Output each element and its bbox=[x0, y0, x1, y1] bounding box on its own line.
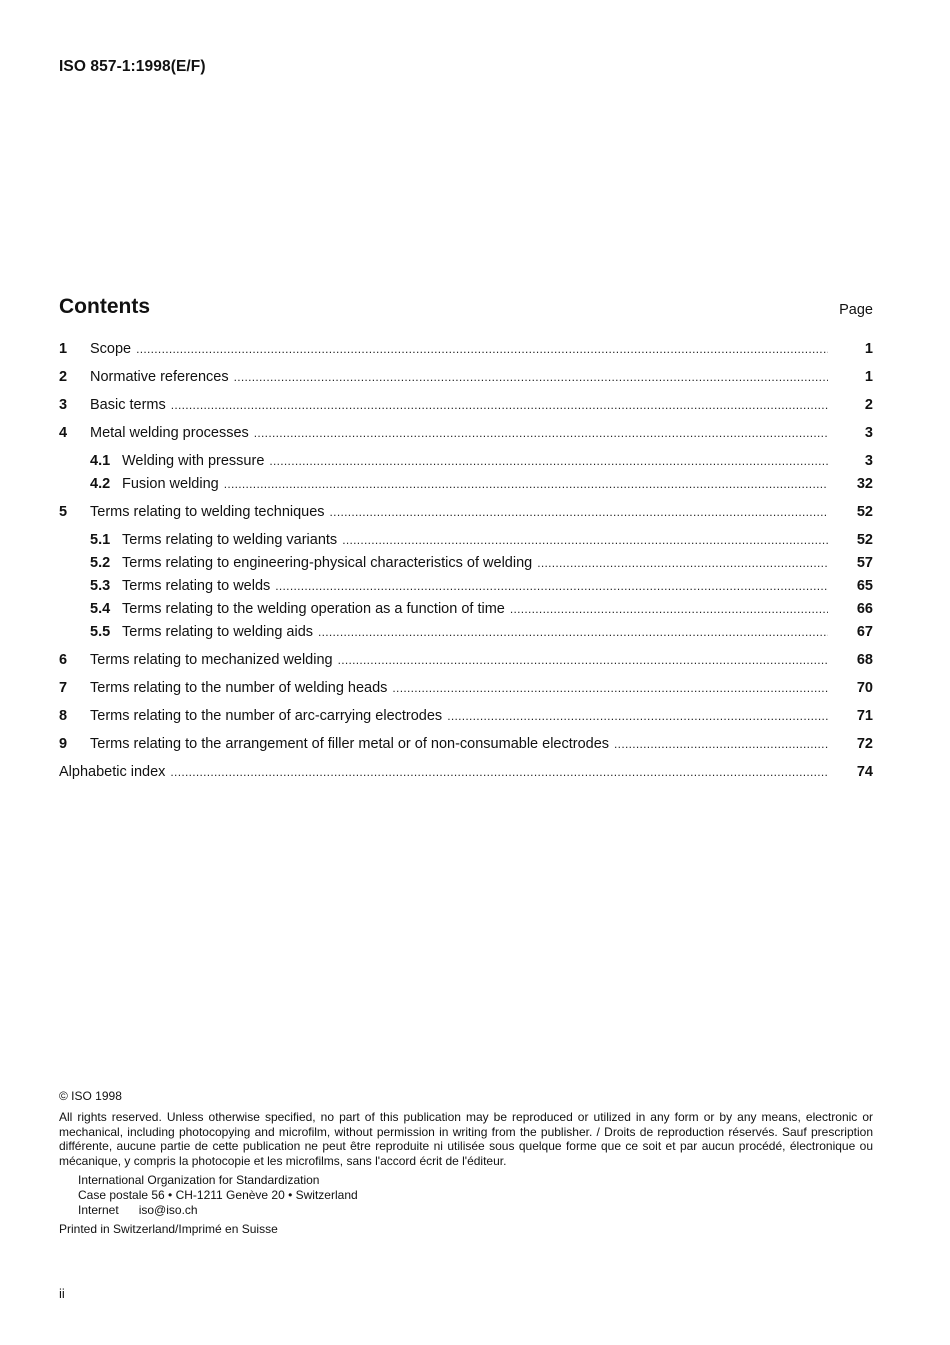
toc-entry-number: 5.4 bbox=[90, 601, 111, 617]
toc-entry-page: 2 bbox=[864, 397, 873, 413]
toc-entry-title: Terms relating to welds bbox=[122, 578, 271, 594]
dot-leader bbox=[510, 599, 828, 619]
toc-entry-page: 52 bbox=[856, 532, 873, 548]
rights-text: All rights reserved. Unless otherwise specified, no part of this publication may be reproduced or utilized in any form or by any means, electronic or mechanical, including photocopying and microfilm, without permission in writing from the publisher. / Droits de reproduction réservés. Sauf prescription différente, aucune partie de cette publication ne peut être reproduite ni utilisée sous quelque forme que ce soit et par aucun procédé, électronique ou mécanique, y compris la photocopie et les microfilms, sans l'accord écrit de l'éditeur. bbox=[59, 1110, 873, 1168]
toc-entry-title: Basic terms bbox=[90, 397, 166, 413]
toc-entry[interactable] bbox=[59, 502, 873, 522]
toc-entry[interactable] bbox=[59, 395, 873, 415]
toc-entry-title: Normative references bbox=[90, 369, 229, 385]
toc-entry-number: 2 bbox=[59, 369, 68, 385]
dot-leader bbox=[254, 423, 828, 443]
page-column-label: Page bbox=[839, 302, 873, 318]
toc-subentry[interactable] bbox=[59, 451, 873, 471]
toc-entry[interactable] bbox=[59, 650, 873, 670]
toc-entry-number: 5.5 bbox=[90, 624, 111, 640]
toc-entry-number: 4.2 bbox=[90, 476, 111, 492]
internet-label: Internet bbox=[78, 1203, 119, 1217]
toc-subentry[interactable] bbox=[59, 474, 873, 494]
toc-entry-number: 6 bbox=[59, 652, 68, 668]
toc-entry-title: Metal welding processes bbox=[90, 425, 249, 441]
toc-entry-page: 70 bbox=[856, 680, 873, 696]
rights-statement bbox=[59, 1110, 873, 1168]
toc-entry-number: 5 bbox=[59, 504, 68, 520]
toc-entry-title: Terms relating to the number of welding heads bbox=[90, 680, 388, 696]
toc-entry-page: 65 bbox=[856, 578, 873, 594]
toc-entry-page: 3 bbox=[864, 425, 873, 441]
dot-leader bbox=[342, 530, 828, 550]
toc-entry-title: Terms relating to the arrangement of filler metal or of non-consumable electrodes bbox=[90, 736, 610, 752]
toc-entry-title: Terms relating to welding techniques bbox=[90, 504, 325, 520]
toc-subentry[interactable] bbox=[59, 599, 873, 619]
org-name: International Organization for Standardization bbox=[78, 1173, 320, 1187]
dot-leader bbox=[234, 367, 828, 387]
dot-leader bbox=[338, 650, 828, 670]
toc-entry-number: 1 bbox=[59, 341, 68, 357]
toc-subentry[interactable] bbox=[59, 576, 873, 596]
toc-subentry[interactable] bbox=[59, 553, 873, 573]
toc-entry-page: 3 bbox=[864, 453, 873, 469]
toc-entry-title: Terms relating to engineering-physical characteristics of welding bbox=[122, 555, 533, 571]
page-number: ii bbox=[59, 1286, 65, 1301]
toc-entry[interactable] bbox=[59, 734, 873, 754]
toc-entry-page: 74 bbox=[856, 764, 873, 780]
dot-leader bbox=[275, 576, 828, 596]
toc-entry-title: Terms relating to mechanized welding bbox=[90, 652, 333, 668]
toc-entry-title: Fusion welding bbox=[122, 476, 219, 492]
contents-heading: Contents bbox=[59, 295, 150, 318]
toc-entry-page: 32 bbox=[856, 476, 873, 492]
toc-entry-page: 68 bbox=[856, 652, 873, 668]
dot-leader bbox=[330, 502, 828, 522]
toc-entry-number: 7 bbox=[59, 680, 68, 696]
toc-entry-title: Terms relating to the number of arc-carrying electrodes bbox=[90, 708, 443, 724]
dot-leader bbox=[269, 451, 828, 471]
dot-leader bbox=[171, 395, 828, 415]
toc-entry-page: 52 bbox=[856, 504, 873, 520]
toc-subentry[interactable] bbox=[59, 530, 873, 550]
dot-leader bbox=[614, 734, 828, 754]
toc-entry-number: 5.3 bbox=[90, 578, 111, 594]
copyright-notice: © ISO 1998 bbox=[59, 1089, 122, 1103]
toc-subentry[interactable] bbox=[59, 622, 873, 642]
dot-leader bbox=[224, 474, 828, 494]
dot-leader bbox=[318, 622, 828, 642]
toc-entry-title: Alphabetic index bbox=[59, 764, 166, 780]
toc-entry[interactable] bbox=[59, 706, 873, 726]
org-postal-address: Case postale 56 • CH-1211 Genève 20 • Switzerland bbox=[78, 1188, 358, 1202]
dot-leader bbox=[537, 553, 828, 573]
toc-entry-number: 4 bbox=[59, 425, 68, 441]
toc-entry-page: 72 bbox=[856, 736, 873, 752]
dot-leader bbox=[136, 339, 828, 359]
toc-entry-title: Terms relating to welding aids bbox=[122, 624, 314, 640]
toc-entry-title: Welding with pressure bbox=[122, 453, 265, 469]
toc-entry-title: Scope bbox=[90, 341, 132, 357]
toc-entry-title: Terms relating to the welding operation as a function of time bbox=[122, 601, 505, 617]
internet-email[interactable]: iso@iso.ch bbox=[138, 1203, 198, 1217]
toc-entry-number: 4.1 bbox=[90, 453, 111, 469]
toc-entry-page: 1 bbox=[864, 341, 873, 357]
org-internet bbox=[78, 1203, 358, 1218]
toc-entry-page: 71 bbox=[856, 708, 873, 724]
dot-leader bbox=[170, 762, 828, 782]
dot-leader bbox=[392, 678, 828, 698]
toc-entry-number: 8 bbox=[59, 708, 68, 724]
toc-entry-number: 5.2 bbox=[90, 555, 111, 571]
toc-entry-number: 3 bbox=[59, 397, 68, 413]
toc-entry[interactable] bbox=[59, 367, 873, 387]
toc-entry-index[interactable] bbox=[59, 762, 873, 782]
toc-entry-number: 5.1 bbox=[90, 532, 111, 548]
toc-entry-title: Terms relating to welding variants bbox=[122, 532, 338, 548]
toc-entry[interactable] bbox=[59, 678, 873, 698]
toc-entry-page: 66 bbox=[856, 601, 873, 617]
toc-entry-page: 1 bbox=[864, 369, 873, 385]
toc-entry[interactable] bbox=[59, 339, 873, 359]
printed-in: Printed in Switzerland/Imprimé en Suisse bbox=[59, 1222, 278, 1236]
document-id: ISO 857-1:1998(E/F) bbox=[59, 58, 206, 75]
toc-entry-page: 57 bbox=[856, 555, 873, 571]
toc-entry-page: 67 bbox=[856, 624, 873, 640]
toc-entry[interactable] bbox=[59, 423, 873, 443]
dot-leader bbox=[447, 706, 828, 726]
publisher-address bbox=[78, 1173, 358, 1218]
toc-entry-number: 9 bbox=[59, 736, 68, 752]
